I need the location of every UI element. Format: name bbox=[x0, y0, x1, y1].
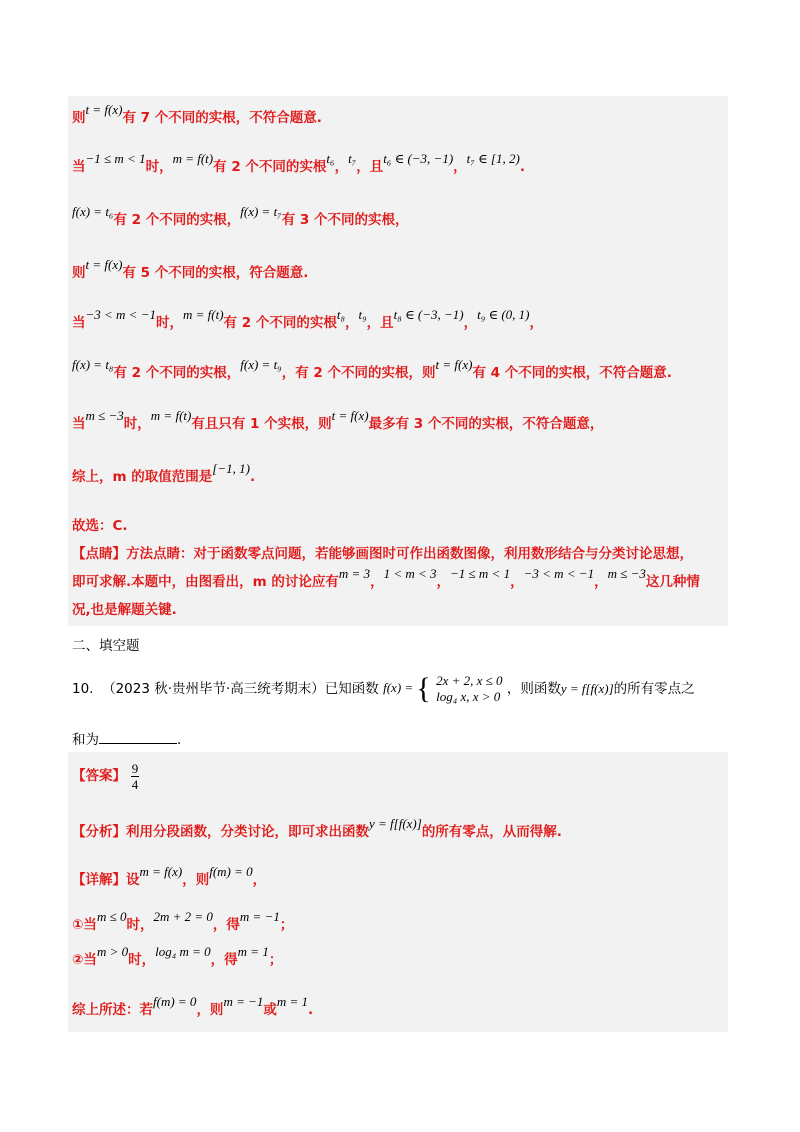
text-segment: ； bbox=[268, 952, 283, 968]
math-expression: m > 0 bbox=[96, 944, 129, 959]
math-expression: t₇ ∈ [1, 2) bbox=[466, 151, 520, 166]
math-expression: m = −1 bbox=[223, 994, 264, 1009]
problem-line2: 和为 bbox=[72, 732, 99, 748]
solution-line bbox=[72, 600, 177, 620]
text-segment: ， bbox=[594, 574, 608, 590]
math-expression: m = 1 bbox=[237, 944, 269, 959]
detail-line bbox=[72, 864, 267, 890]
text-segment: ； bbox=[279, 917, 294, 933]
text-segment: ，则 bbox=[196, 1002, 224, 1018]
text-segment: 当 bbox=[72, 315, 86, 331]
solution-line bbox=[72, 151, 525, 177]
solution-line bbox=[72, 544, 693, 564]
text-segment: 时， bbox=[155, 315, 183, 331]
text-segment: 有 2 个不同的实根， bbox=[113, 365, 241, 381]
text-segment: ②当 bbox=[72, 952, 97, 968]
text-segment: 则 bbox=[72, 110, 86, 126]
solution-line bbox=[72, 357, 672, 383]
text-segment: 时， bbox=[128, 952, 156, 968]
text-segment: ，则 bbox=[182, 872, 210, 888]
answer-block bbox=[68, 752, 728, 1032]
text-segment: 当 bbox=[72, 416, 86, 432]
math-expression: [−1, 1) bbox=[212, 461, 250, 476]
math-expression: m = f(x) bbox=[139, 864, 183, 879]
text-segment: ，且 bbox=[356, 159, 384, 175]
detail-line bbox=[72, 909, 294, 935]
analysis-math: y = f[f(x)] bbox=[369, 816, 422, 831]
analysis-label: 【分析】 bbox=[72, 824, 126, 840]
text-segment: ，且 bbox=[366, 315, 394, 331]
math-expression: 1 < m < 3 bbox=[383, 566, 437, 581]
detail-line bbox=[72, 994, 314, 1020]
math-expression: t₆ ∈ (−3, −1) bbox=[383, 151, 454, 166]
solution-line bbox=[72, 102, 322, 128]
math-expression: t₈ bbox=[336, 307, 345, 322]
analysis-tail: 的所有零点，从而得解. bbox=[421, 824, 562, 840]
math-expression: t₇ bbox=[348, 151, 357, 166]
text-segment: 即可求解.本题中，由图看出，m 的讨论应有 bbox=[72, 574, 339, 590]
answer-fraction bbox=[131, 761, 140, 792]
text-segment: 【点睛】方法点睛：对于函数零点问题，若能够画图时可作出函数图像，利用数形结合与分类讨论思想， bbox=[72, 546, 693, 562]
math-expression: m = −1 bbox=[239, 909, 280, 924]
math-expression: t = f(x) bbox=[331, 408, 369, 423]
text-segment: 或 bbox=[263, 1002, 277, 1018]
math-expression: f(x) = t₉ bbox=[240, 357, 282, 372]
solution-line bbox=[72, 566, 700, 592]
text-segment: 有 2 个不同的实根 bbox=[213, 159, 327, 175]
math-expression: −1 ≤ m < 1 bbox=[85, 151, 146, 166]
text-segment: . bbox=[519, 159, 525, 175]
answer-numerator: 9 bbox=[131, 760, 139, 776]
text-segment: . bbox=[308, 1002, 314, 1018]
text-segment: . bbox=[249, 469, 256, 485]
text-segment: 则 bbox=[72, 265, 86, 281]
math-expression: log₄ m = 0 bbox=[155, 944, 211, 959]
text-segment: 时， bbox=[123, 416, 151, 432]
problem-10-line1 bbox=[72, 673, 695, 705]
math-expression: t = f(x) bbox=[435, 357, 473, 372]
detail-line bbox=[72, 944, 283, 970]
text-segment: ， bbox=[463, 315, 478, 331]
text-segment: 有 4 个不同的实根，不符合题意. bbox=[472, 365, 672, 381]
piecewise-case-1: 2x + 2, x ≤ 0 bbox=[436, 673, 503, 689]
text-segment: 有且只有 1 个实根，则 bbox=[191, 416, 332, 432]
text-segment: 【详解】设 bbox=[72, 872, 140, 888]
solution-line bbox=[72, 516, 128, 536]
analysis-text: 利用分段函数，分类讨论，即可求出函数 bbox=[126, 824, 369, 840]
math-expression: m = f(t) bbox=[182, 307, 224, 322]
math-expression: t = f(x) bbox=[85, 257, 123, 272]
text-segment: ， bbox=[529, 315, 543, 331]
text-segment: 有 2 个不同的实根， bbox=[113, 212, 241, 228]
math-expression: m = 1 bbox=[276, 994, 309, 1009]
text-segment: 当 bbox=[72, 159, 86, 175]
solution-line bbox=[72, 461, 256, 487]
solution-line bbox=[72, 408, 604, 434]
text-segment: ， bbox=[370, 574, 384, 590]
math-expression: m ≤ −3 bbox=[607, 566, 646, 581]
math-expression: f(x) = t₇ bbox=[240, 204, 282, 219]
text-segment: ，得 bbox=[210, 952, 238, 968]
math-expression: m = 3 bbox=[338, 566, 371, 581]
text-segment: ，得 bbox=[212, 917, 240, 933]
text-segment: ，有 2 个不同的实根，则 bbox=[281, 365, 436, 381]
math-expression: 2m + 2 = 0 bbox=[153, 909, 213, 924]
text-segment: 况,也是解题关键. bbox=[72, 602, 177, 618]
piecewise-case-2: log₄ x, x > 0 bbox=[436, 689, 501, 705]
left-brace-icon: { bbox=[416, 672, 431, 706]
analysis-line bbox=[72, 816, 562, 842]
math-expression: t₉ ∈ (0, 1) bbox=[477, 307, 530, 322]
math-expression: t₉ bbox=[358, 307, 367, 322]
problem-tail: 的所有零点之 bbox=[613, 681, 695, 698]
text-segment: ， bbox=[510, 574, 524, 590]
solution-line bbox=[72, 257, 309, 283]
text-segment: 综上所述：若 bbox=[72, 1002, 153, 1018]
text-segment: ， bbox=[453, 159, 467, 175]
math-expression: −3 < m < −1 bbox=[523, 566, 595, 581]
answer-line bbox=[72, 760, 139, 792]
answer-blank bbox=[99, 731, 177, 744]
problem-number: 10. bbox=[72, 681, 94, 698]
text-segment: 有 7 个不同的实根，不符合题意. bbox=[122, 110, 322, 126]
math-expression: m ≤ 0 bbox=[96, 909, 127, 924]
math-expression: −3 < m < −1 bbox=[85, 307, 156, 322]
solution-line bbox=[72, 204, 409, 230]
section-heading-text: 二、填空题 bbox=[72, 638, 140, 654]
math-expression: f(m) = 0 bbox=[209, 864, 253, 879]
solution-line bbox=[72, 307, 543, 333]
math-expression: f(x) = t₈ bbox=[72, 357, 114, 372]
func-lhs: f(x) = bbox=[383, 680, 414, 695]
problem-middle: ，则函数 bbox=[506, 681, 561, 698]
text-segment: 综上，m 的取值范围是 bbox=[72, 469, 213, 485]
text-segment: 故选：C. bbox=[72, 518, 128, 534]
composite-function: y = f[f(x)] bbox=[560, 681, 614, 697]
problem-10-line2 bbox=[72, 730, 181, 750]
answer-denominator: 4 bbox=[131, 776, 139, 792]
text-segment: 最多有 3 个不同的实根，不符合题意， bbox=[368, 416, 604, 432]
piecewise-function bbox=[383, 673, 502, 705]
math-expression: m = f(t) bbox=[150, 408, 192, 423]
problem-line2-end: . bbox=[177, 732, 182, 748]
section-heading bbox=[72, 636, 140, 656]
math-expression: f(x) = t₆ bbox=[72, 204, 114, 219]
math-expression: m ≤ −3 bbox=[85, 408, 124, 423]
math-expression: t₈ ∈ (−3, −1) bbox=[393, 307, 464, 322]
math-expression: m = f(t) bbox=[172, 151, 214, 166]
text-segment: ， bbox=[436, 574, 451, 590]
text-segment: 时， bbox=[126, 917, 154, 933]
math-expression: f(m) = 0 bbox=[153, 994, 197, 1009]
problem-source: （2023 秋·贵州毕节·高三统考期末）已知函数 bbox=[102, 681, 379, 698]
text-segment: ， bbox=[334, 159, 349, 175]
text-segment: 有 5 个不同的实根，符合题意. bbox=[122, 265, 309, 281]
answer-label: 【答案】 bbox=[72, 768, 126, 784]
text-segment: 时， bbox=[145, 159, 173, 175]
math-expression: t₆ bbox=[326, 151, 335, 166]
text-segment: 有 2 个不同的实根 bbox=[223, 315, 337, 331]
text-segment: 有 3 个不同的实根， bbox=[281, 212, 409, 228]
text-segment: ， bbox=[344, 315, 359, 331]
text-segment: ， bbox=[252, 872, 267, 888]
text-segment: ①当 bbox=[72, 917, 97, 933]
text-segment: 这几种情 bbox=[645, 574, 700, 590]
math-expression: −1 ≤ m < 1 bbox=[450, 566, 511, 581]
math-expression: t = f(x) bbox=[85, 102, 123, 117]
